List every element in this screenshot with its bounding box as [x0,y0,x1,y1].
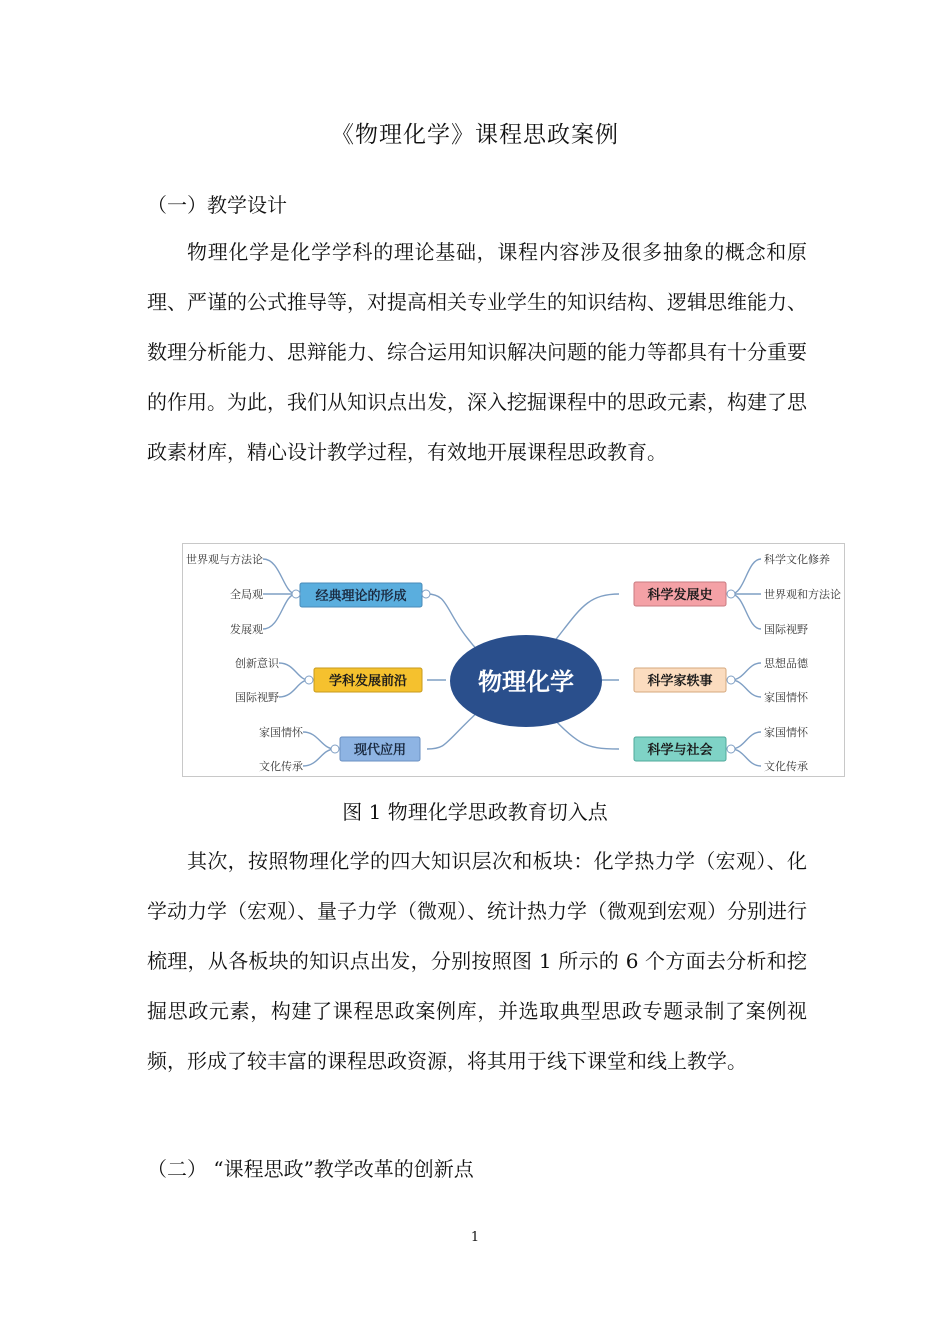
paragraph-knowledge-blocks: 其次，按照物理化学的四大知识层次和板块：化学热力学（宏观）、化学动力学（宏观）、量子力学（微观）、统计热力学（微观到宏观）分别进行梳理，从各板块的知识点出发，分别按照图 1 所示的 6 个方面去分析和挖掘思政元素，构建了课程思政案例库，并选取典型思政专题录制了案例视频，形成了较丰富的课程思政资源，将其用于线下课堂和线上教学。 [147,849,807,1073]
connector-yingyong [427,709,481,749]
leaf-yishi-2: 家国情怀 [764,691,808,704]
collapse-handle-fazhanshi[interactable] [727,590,735,598]
leaf-qianyan-1: 创新意识 [235,657,279,670]
section-heading-teaching-design: （一）教学设计 [147,193,287,217]
collapse-handle-yingyong[interactable] [331,745,339,753]
branch-label-jingdian: 经典理论的形成 [315,589,407,604]
page-title: 《物理化学》课程思政案例 [331,122,619,148]
branch-label-qianyan: 学科发展前沿 [328,674,408,689]
leaf-line-shehui-1 [731,732,761,749]
leaf-line-qianyan-2 [279,680,309,697]
leaf-line-qianyan-1 [279,663,309,680]
branch-label-shehui: 科学与社会 [647,743,713,758]
leaf-line-yishi-2 [731,680,761,697]
leaf-line-jingdian-3 [263,594,296,629]
leaf-yingyong-1: 家国情怀 [259,726,303,739]
paragraph-intro: 物理化学是化学学科的理论基础，课程内容涉及很多抽象的概念和原理、严谨的公式推导等，对提高相关专业学生的知识结构、逻辑思维能力、数理分析能力、思辩能力、综合运用知识解决问题的能力等都具有十分重要的作用。为此，我们从知识点出发，深入挖掘课程中的思政元素，构建了思政素材库，精心设计教学过程，有效地开展课程思政教育。 [147,240,807,464]
collapse-handle-yishi[interactable] [727,676,735,684]
collapse-handle-jingdian-left[interactable] [292,590,300,598]
collapse-handle-jingdian[interactable] [422,590,430,598]
leaf-line-shehui-2 [731,749,761,766]
leaf-shehui-1: 家国情怀 [764,726,808,739]
leaf-line-fazhanshi-1 [731,559,761,594]
leaf-fazhanshi-1: 科学文化修养 [764,553,830,566]
leaf-line-yishi-1 [731,663,761,680]
leaf-line-yingyong-2 [303,749,335,766]
leaf-yishi-1: 思想品德 [764,657,808,670]
leaf-jingdian-1: 世界观与方法论 [186,553,263,566]
leaf-jingdian-2: 全局观 [230,588,263,601]
branch-label-yingyong: 现代应用 [353,743,407,758]
leaf-fazhanshi-2: 世界观和方法论 [764,588,841,601]
figure-caption: 图 1 物理化学思政教育切入点 [342,800,608,824]
section-heading-innovation: （二） “课程思政”教学改革的创新点 [147,1157,474,1181]
leaf-line-fazhanshi-3 [731,594,761,629]
branch-label-yishi: 科学家轶事 [647,674,713,689]
leaf-qianyan-2: 国际视野 [235,691,279,704]
leaf-labels-right [764,552,841,773]
leaf-yingyong-2: 文化传承 [259,760,303,773]
leaf-jingdian-3: 发展观 [230,623,263,636]
collapse-handle-qianyan[interactable] [305,676,313,684]
branch-label-fazhanshi: 科学发展史 [647,588,713,603]
leaf-line-jingdian-1 [263,559,296,594]
mindmap-svg [183,544,844,776]
page-number: 1 [470,1230,480,1245]
mindmap-figure [182,543,845,777]
center-node-label: 物理化学 [478,668,574,696]
connector-jingdian [427,594,481,654]
collapse-handle-shehui[interactable] [727,745,735,753]
leaf-line-yingyong-1 [303,732,335,749]
leaf-fazhanshi-3: 国际视野 [764,623,808,636]
leaf-shehui-2: 文化传承 [764,760,808,773]
